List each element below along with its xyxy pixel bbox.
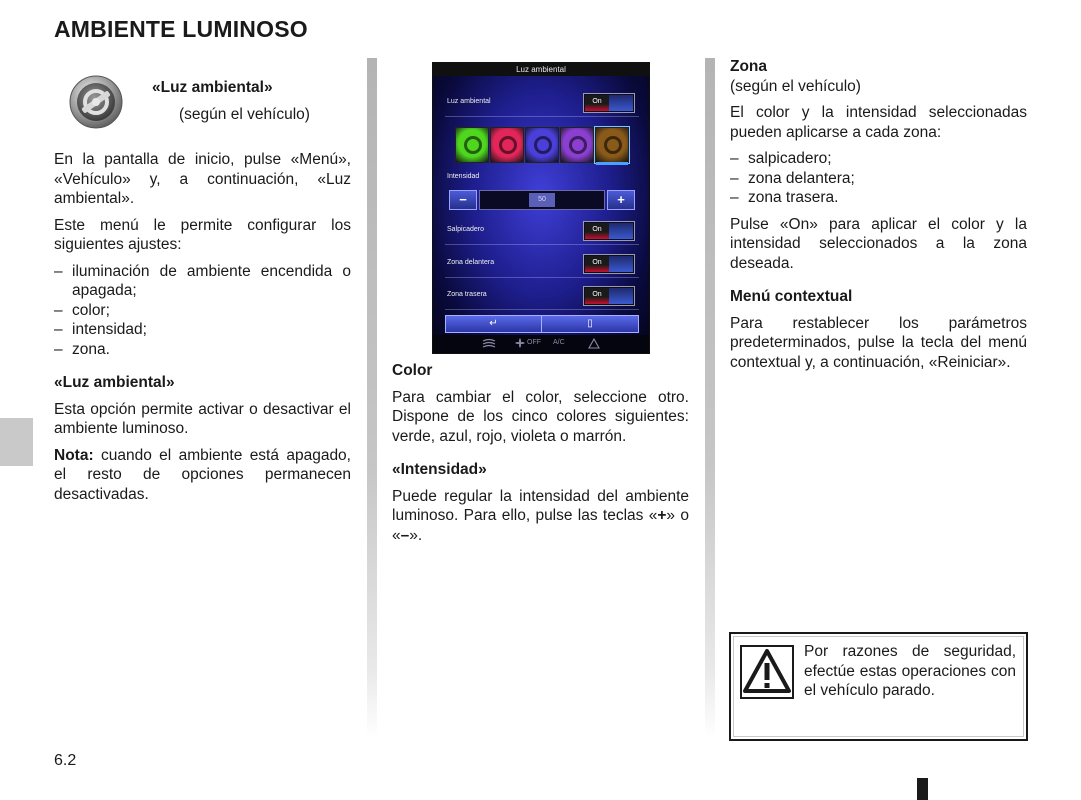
page-title: AMBIENTE LUMINOSO <box>54 16 308 42</box>
section-heading: «Intensidad» <box>392 461 487 478</box>
column-left <box>54 150 351 511</box>
list-item: – salpicadero; <box>730 149 1027 169</box>
intensity-minus-button[interactable]: − <box>449 190 477 210</box>
screen-row-label: Salpicadero <box>447 226 484 233</box>
steering-wheel-icon <box>534 136 552 154</box>
steering-wheel-icon <box>604 136 622 154</box>
defrost-icon <box>588 338 600 350</box>
color-swatch[interactable] <box>560 127 594 163</box>
toggle-off <box>609 288 633 304</box>
color-swatch[interactable] <box>525 127 559 163</box>
column-middle <box>392 361 689 552</box>
screen-row-label: Zona trasera <box>447 291 487 298</box>
color-swatch-selected[interactable] <box>595 127 629 163</box>
paragraph: Este menú le permite configurar los siguientes ajustes: <box>54 216 351 253</box>
screen-row-label: Zona delantera <box>447 259 495 266</box>
toggle-off <box>609 223 633 239</box>
screen-row-zona-trasera[interactable] <box>445 282 639 310</box>
ac-status: A/C <box>553 339 565 346</box>
settings-list <box>54 262 351 360</box>
intensity-slider[interactable] <box>479 190 605 210</box>
ambient-light-screen <box>432 62 650 354</box>
fan-icon <box>515 338 525 348</box>
back-icon[interactable]: ↵ <box>446 316 542 332</box>
intro-subtitle: (según el vehículo) <box>179 106 310 123</box>
column-right <box>730 57 1027 379</box>
steering-wheel-icon <box>464 136 482 154</box>
warning-triangle-icon <box>740 645 794 699</box>
page-number: 6.2 <box>54 752 77 769</box>
paragraph: Esta opción permite activar o desactivar el ambiente luminoso. <box>54 400 351 437</box>
column-divider <box>705 58 715 738</box>
section-heading <box>730 57 1027 96</box>
steering-wheel-icon <box>569 136 587 154</box>
warning-text: Por razones de seguridad, efectúe estas operaciones con el vehículo parado. <box>804 643 1016 699</box>
paragraph: Para restablecer los parámetros predeterminados, pulse la tecla del menú contextual y, a continuación, «Reiniciar». <box>730 314 1027 371</box>
toggle-on: On <box>585 256 609 272</box>
intensity-label: Intensidad <box>447 173 480 180</box>
steering-wheel-icon <box>66 74 126 130</box>
minus-key: – <box>400 526 410 544</box>
text-run: Puede regular la intensidad del ambiente luminoso. Para ello, pulse las teclas « <box>392 487 689 524</box>
screen-status-bar <box>433 335 649 353</box>
intensity-plus-button[interactable]: + <box>607 190 635 210</box>
fan-status: OFF <box>527 339 541 346</box>
text-run: ». <box>409 526 423 544</box>
color-swatch[interactable] <box>490 127 524 163</box>
toggle-switch[interactable] <box>583 286 635 306</box>
screen-row-zona-delantera[interactable] <box>445 250 639 278</box>
section-heading: «Luz ambiental» <box>54 374 175 391</box>
color-swatch[interactable] <box>455 127 489 163</box>
airflow-icon <box>481 338 497 350</box>
paragraph <box>392 487 689 546</box>
page-marker <box>917 778 928 800</box>
note-text: cuando el ambiente está apagado, el resto de opciones permanecen desactivadas. <box>54 446 351 503</box>
heading-subtitle: (según el vehículo) <box>730 77 861 95</box>
toggle-off <box>609 256 633 272</box>
section-heading: Menú contextual <box>730 288 853 305</box>
list-item: – zona. <box>54 340 351 360</box>
paragraph: Pulse «On» para aplicar el color y la intensidad seleccionados a la zona deseada. <box>730 215 1027 272</box>
safety-warning-box <box>729 632 1028 741</box>
intro-title: «Luz ambiental» <box>152 79 273 96</box>
toggle-off <box>609 95 633 111</box>
screen-row-label: Luz ambiental <box>447 98 491 105</box>
screen-row-luz[interactable] <box>445 89 639 117</box>
steering-wheel-icon <box>499 136 517 154</box>
color-swatches <box>453 127 631 165</box>
paragraph: El color y la intensidad seleccionadas pueden aplicarse a cada zona: <box>730 104 1027 141</box>
paragraph: Para cambiar el color, seleccione otro. Dispone de los cinco colores siguientes: verde, azul, rojo, violeta o marrón. <box>392 388 689 445</box>
heading-text: Zona <box>730 58 768 75</box>
intensity-control <box>449 190 635 210</box>
toggle-switch[interactable] <box>583 254 635 274</box>
intensity-value[interactable]: 50 <box>529 193 555 207</box>
toggle-on: On <box>585 288 609 304</box>
toggle-on: On <box>585 95 609 111</box>
toggle-switch[interactable] <box>583 93 635 113</box>
screen-row-salpicadero[interactable] <box>445 217 639 245</box>
context-menu-icon[interactable]: ▯ <box>587 318 593 329</box>
zone-list <box>730 149 1027 208</box>
list-item: – intensidad; <box>54 320 351 340</box>
paragraph: En la pantalla de inicio, pulse «Menú», «Vehículo» y, a continuación, «Luz ambiental». <box>54 151 351 207</box>
list-item: – zona delantera; <box>730 169 1027 189</box>
toggle-switch[interactable] <box>583 221 635 241</box>
list-item: – zona trasera. <box>730 188 1027 208</box>
note-label: Nota: <box>54 446 94 464</box>
text-run: » o « <box>392 507 689 544</box>
column-divider <box>367 58 377 738</box>
screen-bottom-bar <box>445 315 639 333</box>
screen-title: Luz ambiental <box>433 63 649 76</box>
section-tab <box>0 418 33 466</box>
note <box>54 446 351 505</box>
list-item: – color; <box>54 301 351 321</box>
list-item: – iluminación de ambiente encendida o apagada; <box>54 262 351 301</box>
toggle-on: On <box>585 223 609 239</box>
plus-key: + <box>657 507 667 524</box>
section-heading: Color <box>392 362 433 379</box>
